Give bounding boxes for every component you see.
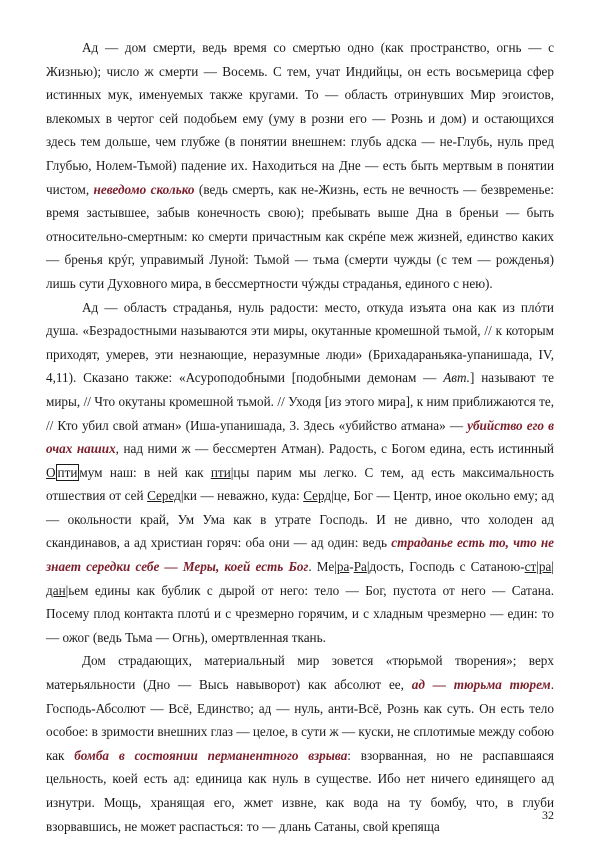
underlined-syllable: О — [46, 464, 56, 480]
text-run: |ьем едины как бублик с дырой от него: тело — Бог, пустота от него — Сатана. Посему плод контакта плотú и с чрезмерно горячим, и с хладным чрезмерно — един: то — ожог (ведь Тьма — Огнь), омертвленная ткань. — [46, 582, 554, 645]
paragraph-1 — [46, 36, 554, 296]
emphasis-phrase: ад — тюрьма тюрем — [411, 677, 551, 693]
text-run: : взорванная, но не распавшаяся цельность, коей есть ад: единица как нуль в существе. Ибо нет ничего единящего ад изнутри. Мощь, хранящая его, жмет извне, как вода на ту бомбу, что, в глуби взорвавшись, не может распасться: то — длань Сатаны, свой крепяща — [46, 747, 554, 834]
body-text — [46, 36, 554, 838]
text-run: , над ними ж — бессмертен Атман). Радость, с Богом едина, есть истинный — [115, 441, 554, 457]
text-run: | — [551, 559, 554, 575]
underlined-syllable: Ра — [353, 559, 367, 575]
emphasis-phrase: неведомо сколько — [93, 181, 195, 197]
text-run: |це, Бог — Центр, иное окольно ему; ад — окольности край, Ум Ума как в утрате Господь. И не дивно, что холоден ад скандинавов, а ад христиан горяч: оба они — ад один: ведь — [46, 488, 554, 551]
text-run: |дость, Господь с Сатаною- — [366, 559, 525, 575]
text-run: |ки — неважно, куда: — [180, 488, 304, 504]
text-run: (ведь смерть, как не-Жизнь, есть не вечность — безвременье: время застывшее, забыв конечность свою); пребывать выше Дна в бреньи — быть относительно-смертным: ко смерти причастным как скрéпе меж жизней, единство каких — бренья крýг, управимый Луной: Тьмой — тьма (смерти чужды (с тем — рожденья) лишь сути Духовного мира, в бессмертности чýжды страданья, единого с нею). — [46, 181, 554, 291]
text-run: ] называют те миры, // Что окутаны кромешной тьмой. // Уходя [из этого мира], к ним приближаются те, // Кто убил свой атман» (Иша-упанишада, 3. Здесь «убийство атмана» — — [46, 370, 554, 433]
paragraph-2 — [46, 296, 554, 650]
underlined-syllable: ст — [524, 559, 537, 575]
underlined-syllable: Серед — [147, 488, 181, 504]
underlined-syllable: ра — [538, 559, 552, 575]
text-run: Ад — область страданья, нуль радости: место, откуда изъята она как из плóти душа. «Безрадостными называются эти миры, окутанные кромешной тьмой, // к которым приходят, умерев, эти незнающие, неразумные люди» (Брихадараньяка-упанишада, IV, 4,11). Сказано также: «Асуроподобными [подобными демонам — — [46, 299, 554, 386]
underlined-syllable: дан — [46, 582, 66, 598]
underlined-syllable: Серд — [303, 488, 332, 504]
emphasis-phrase: убийство его в очах наших — [46, 417, 554, 457]
text-run: . Ме| — [308, 559, 337, 575]
emphasis-phrase: страданье есть то, что не знает середки себе — Меры, коей есть Бог — [46, 535, 554, 575]
text-run: мум наш: в ней как — [79, 464, 211, 480]
text-run: Ад — дом смерти, ведь время со смертью одно (как пространство, огнь — с Жизнью); число ж смерти — Восемь. С тем, учат Индийцы, он есть восьмерица сфер истинных мук, именуемых также кругами. То — область отринувших Мир эгоистов, влекомых в чертог сей подобьем ему (уму в розни его — Рознь и дом) и остающихся здесь тем дольше, чем глубже (в понятии внешнем: глубь адска — не-Глубь, нуль пред Глубью, Нолем-Тьмой) падение их. Находиться на Дне — есть быть мертвым в понятии чистом, — [46, 40, 554, 197]
italic-note: Авт. — [443, 370, 470, 386]
paragraph-3 — [46, 649, 554, 838]
boxed-syllable: пти — [57, 464, 78, 480]
underlined-syllable: пти — [210, 464, 231, 480]
text-run: Дом страдающих, материальный мир зовется «тюрьмой творения»; верх матерьяльности (Дно — Высь навыворот) как абсолют ее, — [46, 653, 554, 693]
text-run: | — [536, 559, 539, 575]
underlined-syllable: ра — [336, 559, 350, 575]
page-number: 32 — [542, 808, 554, 822]
text-run: - — [349, 559, 354, 575]
text-run: |цы парим мы легко. С тем, ад есть максимальность отшествия от сей — [46, 464, 554, 504]
emphasis-phrase: бомба в состоянии перманентного взрыва — [74, 747, 348, 763]
text-run: . Господь-Абсолют — Всё, Единство; ад — нуль, анти-Всё, Рознь как суть. Он есть тело особое: в зримости внешних глаз — целое, в сути ж — куски, не сплотимые между собою как — [46, 677, 555, 763]
